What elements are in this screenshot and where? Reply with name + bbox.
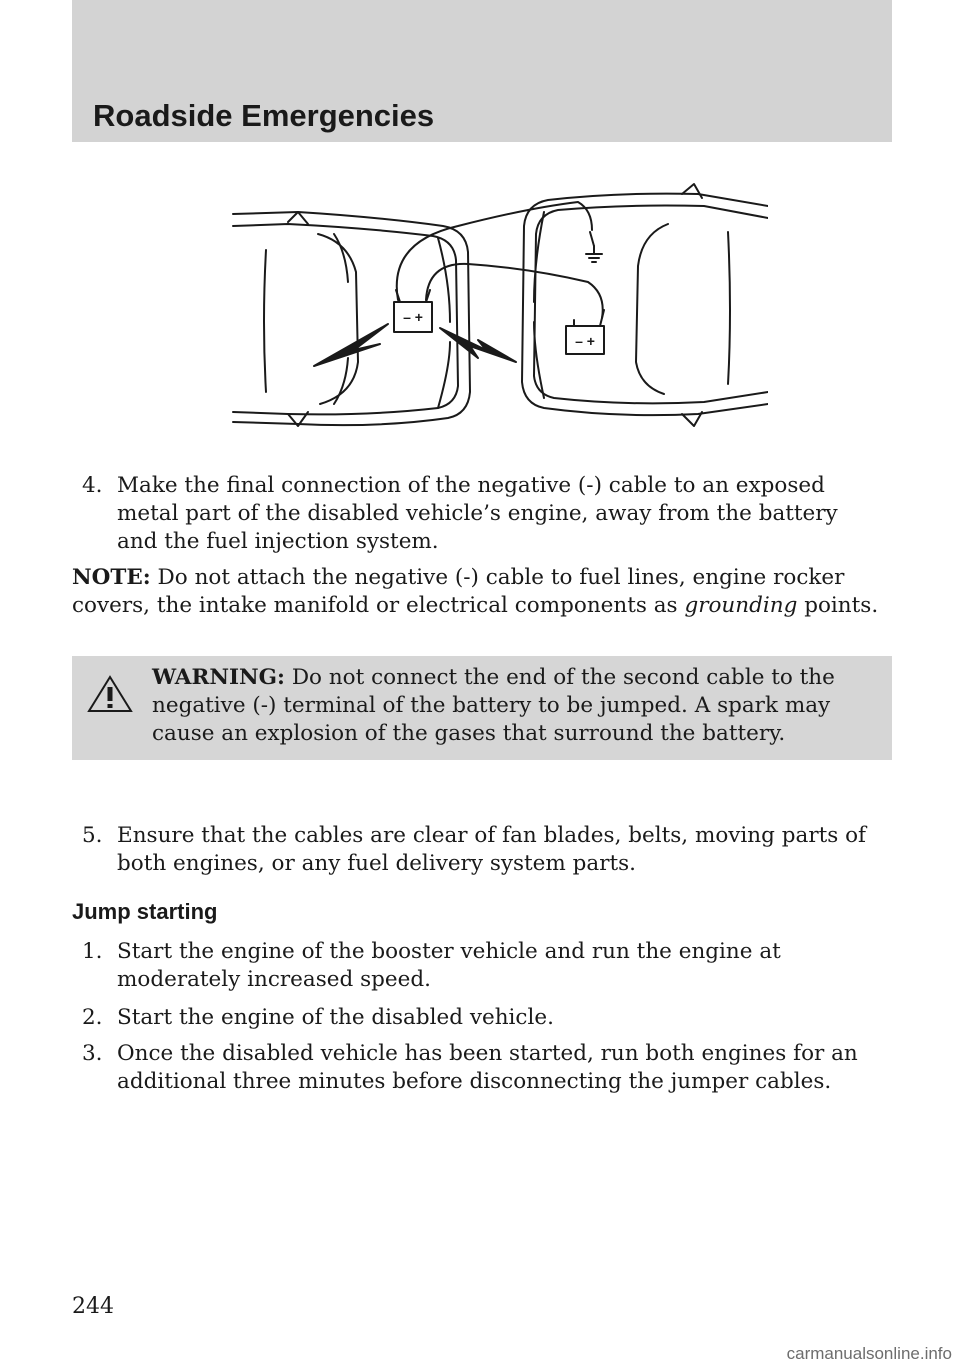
note-label: NOTE: — [72, 565, 151, 590]
step-number: 2. — [82, 1005, 103, 1030]
page-section-title: Roadside Emergencies — [93, 98, 435, 133]
jump-step-3 — [82, 1040, 882, 1096]
step-4 — [82, 472, 882, 556]
step-text: Once the disabled vehicle has been started, run both engines for an additional three minutes before disconnecting the jumper cables. — [117, 1041, 858, 1094]
step-text: Start the engine of the disabled vehicle. — [117, 1005, 554, 1030]
note-emphasis: grounding — [684, 593, 798, 618]
warning-text-block — [82, 664, 882, 748]
note-text-before: Do not attach the negative (-) cable to fuel lines, engine rocker covers, the intake manifold or electrical components as — [72, 565, 845, 618]
step-number: 4. — [82, 473, 103, 498]
jumper-cable-negative — [426, 264, 603, 318]
page-number: 244 — [72, 1294, 114, 1319]
note-paragraph — [72, 564, 882, 620]
warning-label: WARNING: — [152, 665, 285, 690]
jumper-cable-positive — [397, 202, 592, 300]
battery-left-label: – + — [403, 309, 423, 325]
step-number: 5. — [82, 823, 103, 848]
step-number: 3. — [82, 1041, 103, 1066]
spark-right-icon — [440, 328, 516, 362]
step-number: 1. — [82, 939, 103, 964]
jump-step-1 — [82, 938, 882, 994]
jump-step-2 — [82, 1004, 882, 1032]
note-text-after: points. — [797, 593, 879, 618]
right-car-outline — [522, 184, 768, 426]
jump-start-diagram — [228, 182, 768, 444]
section-heading: Jump starting — [72, 899, 218, 924]
left-car-outline — [233, 212, 470, 426]
step-text: Start the engine of the booster vehicle and run the engine at moderately increased speed. — [117, 939, 781, 992]
spark-left-icon — [314, 324, 388, 366]
battery-right-label: – + — [575, 333, 595, 349]
step-text: Ensure that the cables are clear of fan blades, belts, moving parts of both engines, or any fuel delivery system parts. — [117, 823, 867, 876]
step-5 — [82, 822, 882, 878]
warning-text: Do not connect the end of the second cable to the negative (-) terminal of the battery to be jumped. A spark may cause an explosion of the gases that surround the battery. — [152, 665, 835, 746]
watermark: carmanualsonline.info — [786, 1344, 952, 1363]
step-text: Make the final connection of the negative (-) cable to an exposed metal part of the disabled vehicle’s engine, away from the battery and the fuel injection system. — [117, 473, 838, 554]
